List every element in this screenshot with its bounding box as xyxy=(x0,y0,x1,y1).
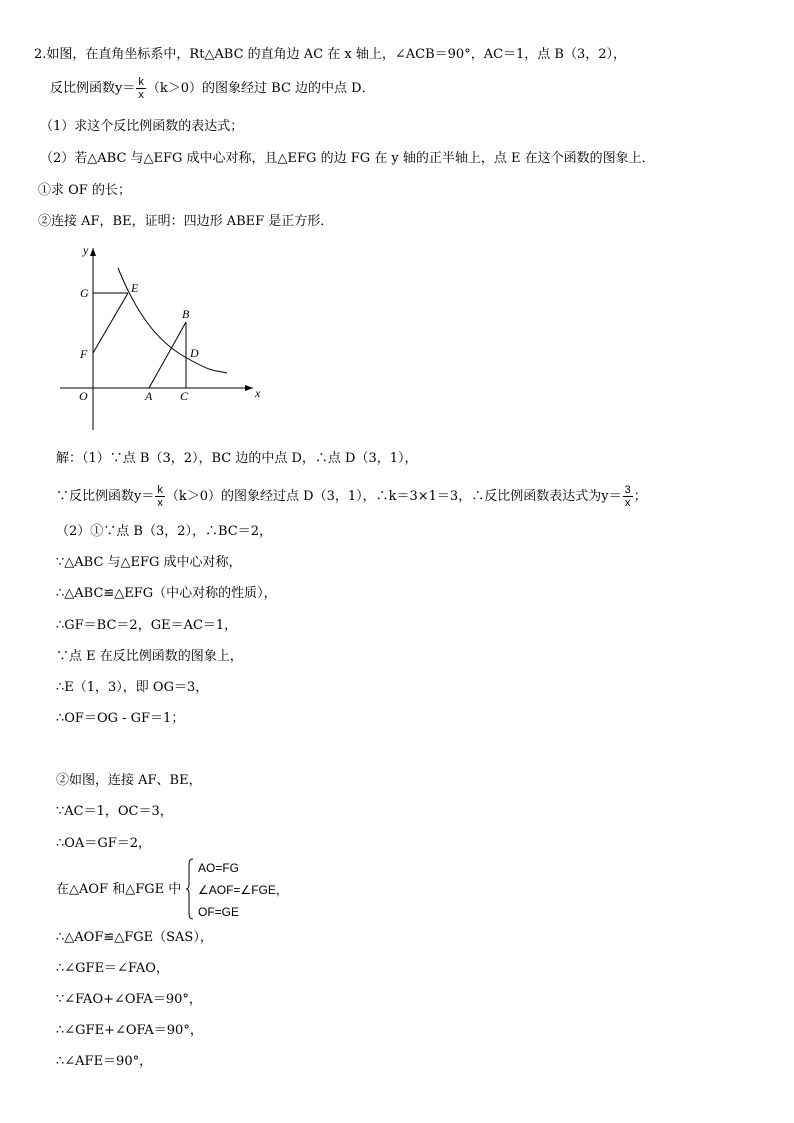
problem-line-2-text-c: （k＞0）的图象经过 BC 边的中点 D． xyxy=(146,81,375,96)
problem-line-1: 2.如图，在直角坐标系中，Rt△ABC 的直角边 AC 在 x 轴上，∠ACB＝90°，AC＝1，点 B（3，2）， xyxy=(34,47,627,62)
left-brace-icon xyxy=(186,858,194,920)
fraction-3-over-x xyxy=(623,484,633,509)
fraction-denominator: x xyxy=(624,497,631,509)
segment-FE xyxy=(93,293,128,353)
solution-line-12: ∴OA＝GF＝2， xyxy=(56,836,151,851)
solution-line-2-y: y＝ xyxy=(134,489,155,504)
x-axis-arrow xyxy=(245,385,253,391)
question-2: （2）若△ABC 与△EFG 成中心对称，且△EFG 的边 FG 在 y 轴的正半轴上，点 E 在这个函数的图象上． xyxy=(40,151,655,166)
solution-line-4: ∵△ABC 与△EFG 成中心对称， xyxy=(56,555,242,570)
question-2-part-1: ①求 OF 的长； xyxy=(38,183,131,198)
solution-line-3: （2）①∵点 B（3，2），∴BC＝2， xyxy=(56,524,273,539)
fraction-k-over-x xyxy=(136,76,146,101)
solution-line-6: ∴GF＝BC＝2，GE＝AC＝1， xyxy=(56,618,238,633)
solution-line-16: ∵∠FAO+∠OFA＝90°， xyxy=(56,992,202,1007)
solution-line-2 xyxy=(56,484,647,509)
question-2-part-2: ②连接 AF，BE，证明：四边形 ABEF 是正方形． xyxy=(38,214,334,229)
fraction-denominator: x xyxy=(138,89,144,101)
coordinate-figure xyxy=(55,240,275,435)
label-C: C xyxy=(180,389,189,403)
fraction-numerator: k xyxy=(157,484,163,496)
solution-line-1: 解：（1）∵点 B（3，2），BC 边的中点 D，∴点 D（3，1）， xyxy=(56,451,418,466)
solution-line-2-text-b: （k＞0）的图象经过点 D（3，1），∴k＝3×1＝3，∴反比例函数表达式为 xyxy=(165,489,602,504)
solution-line-11: ∵AC＝1，OC＝3， xyxy=(56,804,173,819)
fraction-numerator: 3 xyxy=(624,484,631,496)
solution-line-8: ∴E（1，3），即 OG＝3， xyxy=(56,680,209,695)
label-A: A xyxy=(145,389,153,403)
label-D: D xyxy=(190,346,199,360)
system-row-1: AO=FG xyxy=(198,861,240,875)
solution-line-2-text-c: ； xyxy=(633,489,647,504)
y-axis-arrow xyxy=(90,248,96,256)
fraction-denominator: x xyxy=(157,497,163,509)
problem-line-2 xyxy=(50,76,375,101)
label-E: E xyxy=(131,281,139,295)
solution-line-18: ∴∠AFE＝90°， xyxy=(56,1054,153,1069)
system-row-3: OF=GE xyxy=(198,905,240,919)
solution-line-17: ∴∠GFE+∠OFA＝90°， xyxy=(56,1023,203,1038)
solution-line-10: ②如图，连接 AF、BE， xyxy=(56,773,202,788)
solution-line-2-text-a: ∵反比例函数 xyxy=(56,489,135,504)
label-F: F xyxy=(80,347,88,361)
label-O: O xyxy=(79,389,88,403)
system-row-2: ∠AOF=∠FGE， xyxy=(198,883,288,897)
label-x: x xyxy=(255,386,261,400)
question-1: （1）求这个反比例函数的表达式； xyxy=(40,119,244,134)
solution-line-9: ∴OF＝OG - GF＝1； xyxy=(56,711,185,726)
solution-line-13: 在△AOF 和△FGE 中 xyxy=(56,882,182,897)
solution-line-14: ∴△AOF≌△FGE（SAS）， xyxy=(56,930,213,945)
solution-line-2-y-2: y＝ xyxy=(601,489,622,504)
fraction-k-over-x-solution xyxy=(155,484,165,509)
fraction-numerator: k xyxy=(138,76,144,88)
solution-line-7: ∵点 E 在反比例函数的图象上， xyxy=(56,649,243,664)
label-y: y xyxy=(83,243,89,257)
problem-line-2-y: y＝ xyxy=(115,81,136,96)
solution-line-15: ∴∠GFE＝∠FAO， xyxy=(56,961,169,976)
problem-line-2-text-a: 反比例函数 xyxy=(50,81,116,96)
label-G: G xyxy=(80,286,89,300)
solution-line-5: ∴△ABC≌△EFG（中心对称的性质）， xyxy=(56,586,277,601)
label-B: B xyxy=(182,307,190,321)
